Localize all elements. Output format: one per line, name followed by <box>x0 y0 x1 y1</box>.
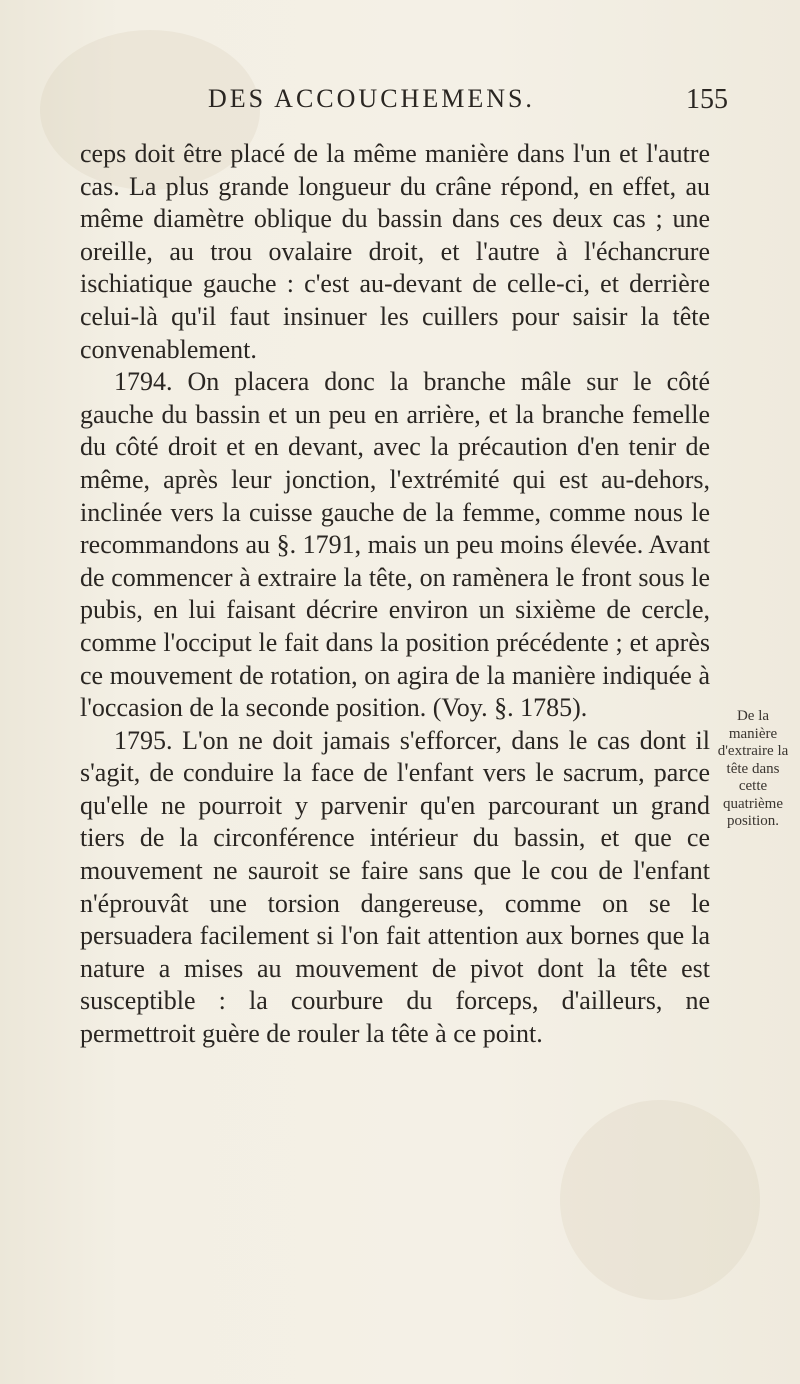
page-number: 155 <box>686 84 728 115</box>
running-head: DES ACCOUCHEMENS. <box>208 84 535 113</box>
paragraph: 1795. L'on ne doit jamais s'efforcer, dans le cas dont il s'agit, de conduire la face de l'enfant vers le sacrum, parce qu'elle ne pourroit y parvenir qu'en parcourant un grand tiers de la circonférence intérieur du bassin, et que ce mouvement ne sauroit se faire sans que le cou de l'enfant n'éprouvât une torsion dangereuse, comme on se le persuadera facilement si l'on fait attention aux bornes que la nature a mises au mouvement de pivot dont la tête est susceptible : la courbure du forceps, d'ailleurs, ne permettroit guère de rouler la tête à ce point. <box>80 725 710 1049</box>
margin-note: De la manière d'extraire la tête dans cette quatrième position. <box>717 708 789 829</box>
paper-stain <box>560 1100 760 1300</box>
paragraph: 1794. On placera donc la branche mâle sur le côté gauche du bassin et un peu en arrière, et la branche femelle du côté droit et en devant, avec la précaution d'en tenir de même, après leur jonction, l'extrémité qui est au-dehors, inclinée vers la cuisse gauche de la femme, comme nous le recommandons au §. 1791, mais un peu moins élevée. Avant de commencer à extraire la tête, on ramènera le front sous le pubis, en lui faisant décrire environ un sixième de cercle, comme l'occiput le fait dans la position précédente ; et après ce mouvement de rotation, on agira de la manière indiquée à l'occasion de la seconde position. (Voy. §. 1785). <box>80 367 710 723</box>
paragraph: ceps doit être placé de la même manière dans l'un et l'autre cas. La plus grande longueur du crâne répond, en effet, au même diamètre oblique du bassin dans ces deux cas ; une oreille, au trou ovalaire droit, et l'autre à l'échancrure ischiatique gauche : c'est au-devant de celle-ci, et derrière celui-là qu'il faut insinuer les cuillers pour saisir la tête convenablement. <box>80 139 710 364</box>
body-text <box>80 138 710 1051</box>
page-header <box>208 84 728 124</box>
